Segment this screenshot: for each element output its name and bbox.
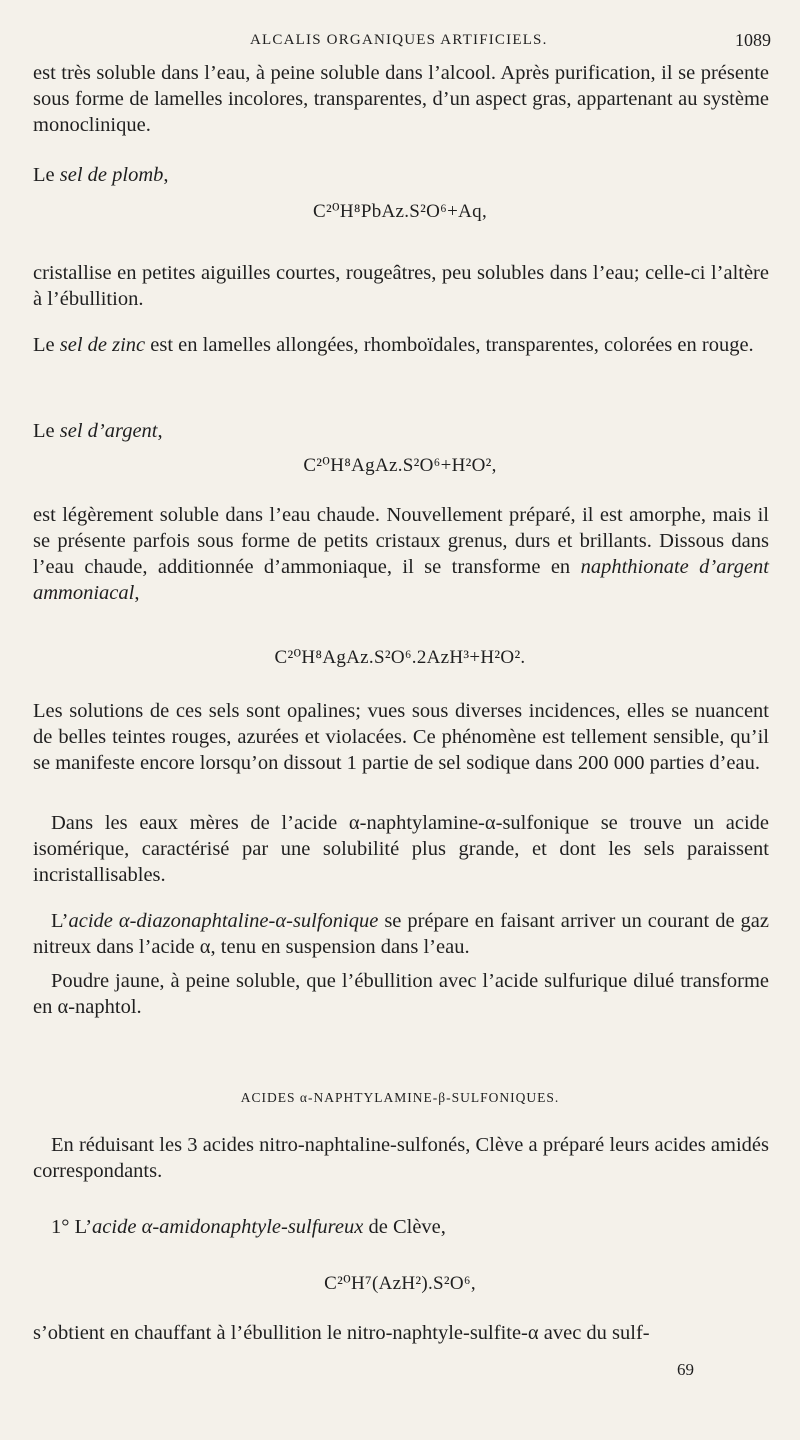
paragraph-cleve-reduction: En réduisant les 3 acides nitro-naphtaline-sulfonés, Clève a préparé leurs acides amidés correspondants.	[33, 1134, 769, 1182]
running-title: ALCALIS ORGANIQUES ARTIFICIELS.	[250, 32, 548, 48]
term-lead-salt: sel de plomb	[59, 164, 164, 186]
page-header	[0, 28, 800, 52]
term-silver-naphthionate: naphthionate d’argent ammoniacal	[33, 556, 769, 604]
paragraph-silver-salt-description: est légèrement soluble dans l’eau chaude. Nouvellement préparé, il est amorphe, mais il se présente parfois sous forme de petits cristaux grenus, durs et brillants. Dissous dans l’eau chaude, additionnée d’ammoniaque, il se transforme en naphthionate d’argent ammoniacal,	[33, 504, 769, 604]
term-amidonaphtyl-acid: acide α-amidonaphtyle-sulfureux	[92, 1216, 364, 1238]
paragraph-diazonaphtaline: L’acide α-diazonaphtaline-α-sulfonique se prépare en faisant arriver un courant de gaz nitreux dans l’acide α, tenu en suspension dans l’eau.	[33, 910, 769, 958]
paragraph-yellow-powder: Poudre jaune, à peine soluble, que l’ébullition avec l’acide sulfurique dilué transforme en α-naphtol.	[33, 970, 769, 1018]
paragraph-purification: est très soluble dans l’eau, à peine soluble dans l’alcool. Après purification, il se présente sous forme de lamelles incolores, transparentes, d’un aspect gras, appartenant au système monoclinique.	[33, 62, 769, 136]
signature-mark: 69	[677, 1360, 694, 1379]
page-number: 1089	[735, 30, 771, 50]
section-title: ACIDES α-NAPHTYLAMINE-β-SULFONIQUES.	[240, 1090, 560, 1105]
paragraph-lead-salt-description: cristallise en petites aiguilles courtes, rougeâtres, peu solubles dans l’eau; celle-ci l’altère à l’ébullition.	[33, 262, 769, 310]
paragraph-opaline-solutions: Les solutions de ces sels sont opalines; vues sous diverses incidences, elles se nuancent de belles teintes rouges, azurées et violacées. Ce phénomène est tellement sensible, qu’il se manifeste encore lorsqu’on dissout 1 partie de sel sodique dans 200 000 parties d’eau.	[33, 700, 769, 774]
paragraph-lead-lead-salt: Le sel de plomb,	[33, 164, 169, 186]
paragraph-isomeric-acid: Dans les eaux mères de l’acide α-naphtylamine-α-sulfonique se trouve un acide isomérique, caractérisé par une solubilité plus grande, et dont les sels paraissent incristallisables.	[33, 812, 769, 886]
formula-amidonaphtyl: C²⁰H⁷(AzH²).S²O⁶,	[324, 1273, 476, 1294]
formula-silver-salt: C²⁰H⁸AgAz.S²O⁶+H²O²,	[303, 455, 497, 476]
formula-lead-salt: C²⁰H⁸PbAz.S²O⁶+Aq,	[313, 201, 487, 222]
term-diazonaphtaline-acid: acide α-diazonaphtaline-α-sulfonique	[68, 910, 379, 932]
paragraph-lead-silver-salt: Le sel d’argent,	[33, 420, 163, 442]
term-zinc-salt: sel de zinc	[59, 334, 146, 356]
paragraph-amidonaphtyl-acid: 1° L’acide α-amidonaphtyle-sulfureux de Clève,	[51, 1216, 446, 1238]
paragraph-preparation: s’obtient en chauffant à l’ébullition le nitro-naphtyle-sulfite-α avec du sulf-	[33, 1322, 650, 1344]
paragraph-zinc-salt: Le sel de zinc est en lamelles allongées, rhomboïdales, transparentes, colorées en rouge.	[33, 334, 754, 356]
formula-ammoniacal-silver: C²⁰H⁸AgAz.S²O⁶.2AzH³+H²O².	[274, 647, 526, 668]
term-silver-salt: sel d’argent	[59, 420, 158, 442]
